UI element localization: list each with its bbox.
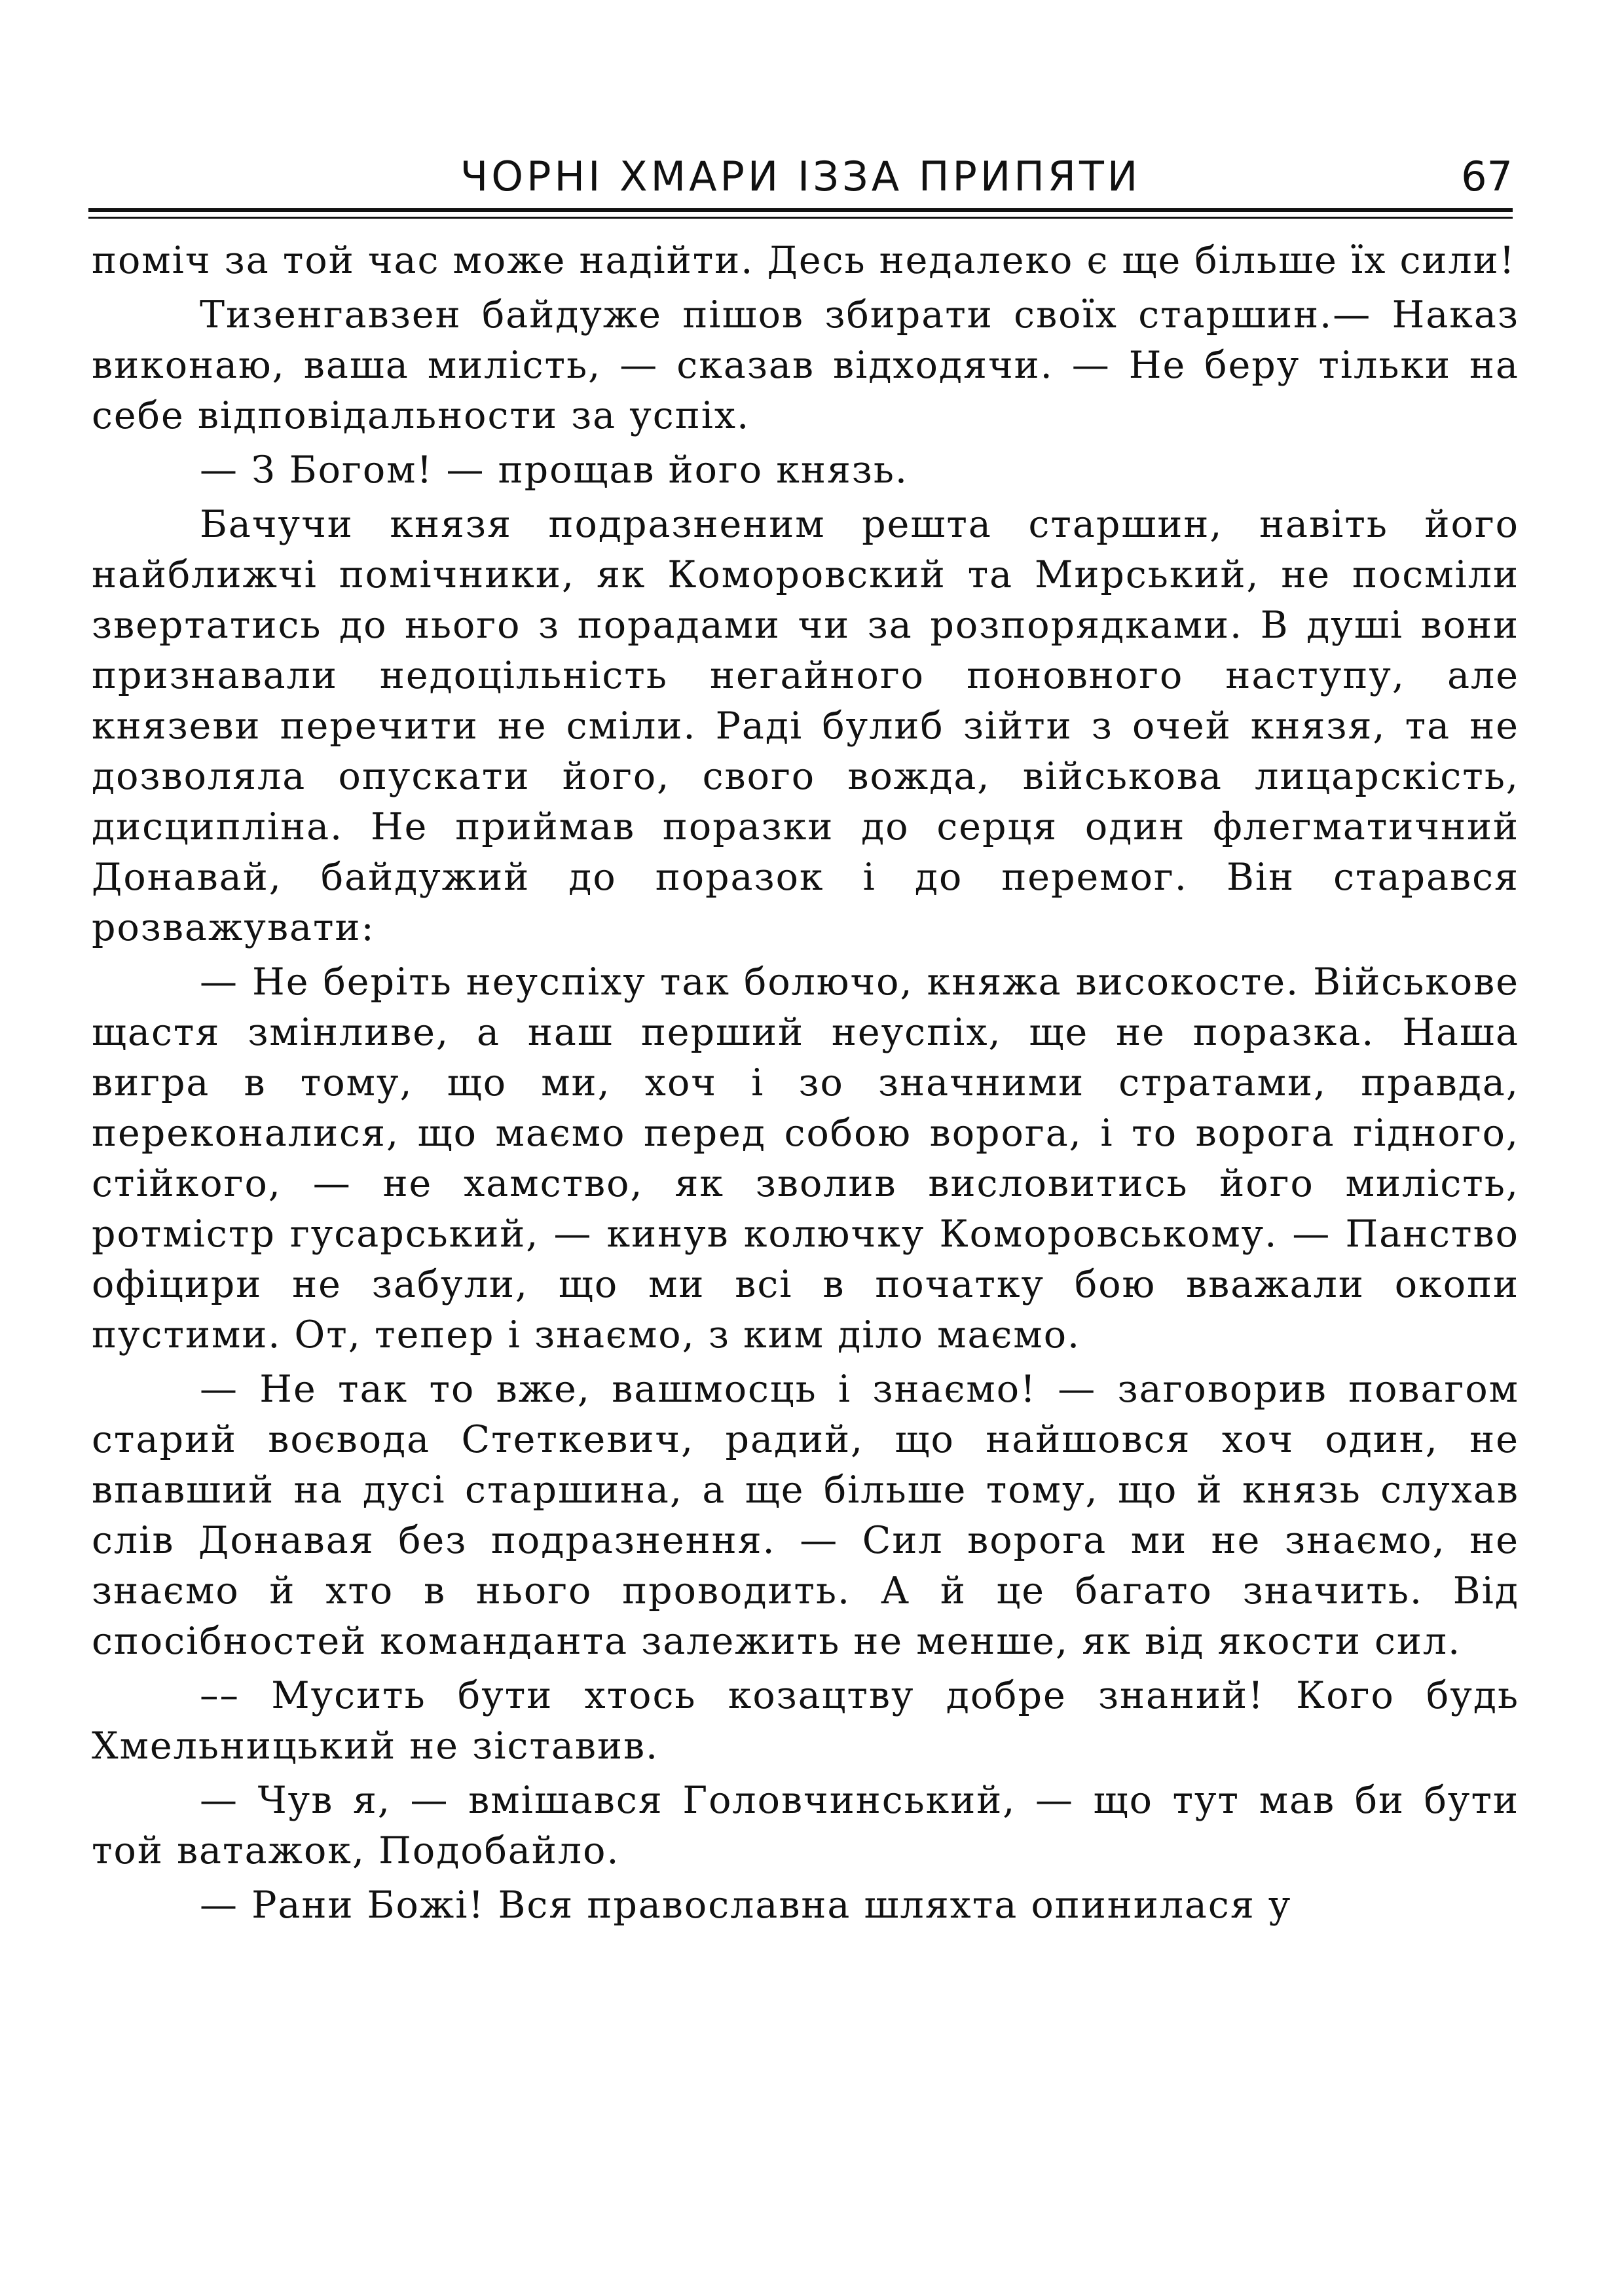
paragraph: — Рани Божі! Вся православна шляхта опинилася у (200, 1884, 1292, 1927)
paragraph: –– Мусить бути хтось козацтву добре знаний! Кого будь Хмельницький не зіставив. (92, 1674, 1519, 1768)
paragraph: — Не так то вже, вашмосць і знаємо! — заговорив повагом старий воєвода Стеткевич, радий, що найшовся хоч один, не впавший на дусі старшина, а ще більше тому, що й князь слухав слів Донавая без подразнення. — Сил ворога ми не знаємо, не знаємо й хто в нього проводить. А й це багато значить. Від спосібностей команданта залежить не менше, як від якости сил. (92, 1368, 1519, 1663)
paragraph: — З Богом! — прощав його князь. (200, 448, 909, 492)
header-rule-thin (88, 217, 1513, 219)
paragraph: Бачучи князя подразненим решта старшин, навіть його найближчі помічники, як Коморовский та Мирський, не посміли звертатись до нього з порадами чи за розпорядками. В душі вони признавали недоцільність негайного поновного наступу, але князеви перечити не сміли. Раді булиб зійти з очей князя, та не дозволяла опускати його, свого вожда, військова лицарскість, дисципліна. Не приймав поразки до серця один флегматичний Донавай, байдужий до поразок і до перемог. Він старався розважувати: (92, 503, 1519, 949)
paragraph: — Чув я, — вмішався Головчинський, — що тут мав би бути той ватажок, Подобайло. (92, 1779, 1519, 1872)
paragraph-continuation: поміч за той час може надійти. Десь недалеко є ще більше їх сили! (92, 239, 1516, 282)
body-text (92, 236, 1519, 1935)
running-title: ЧОРНІ ХМАРИ ІЗЗА ПРИПЯТИ (460, 153, 1141, 200)
paragraph: Тизенгавзен байдуже пішов збирати своїх старшин.— Наказ виконаю, ваша милість, — сказав відходячи. — Не беру тільки на себе відповідальности за успіх. (92, 293, 1519, 437)
paragraph: — Не беріть неуспіху так болючо, княжа високосте. Військове щастя змінливе, а наш перший неуспіх, ще не поразка. Наша вигра в тому, що ми, хоч і зо значними стратами, правда, переконалися, що маємо перед собою ворога, і то ворога гідного, стійкого, — не хамство, як зволив висловитись його милість, ротмістр гусарський, — кинув колючку Коморовському. — Панство офіцири не забули, що ми всі в початку бою вважали окопи пустими. От, тепер і знаємо, з ким діло маємо. (92, 960, 1519, 1357)
page-number: 67 (1461, 153, 1513, 200)
header-rule-thick (88, 208, 1513, 212)
running-head (88, 147, 1513, 206)
